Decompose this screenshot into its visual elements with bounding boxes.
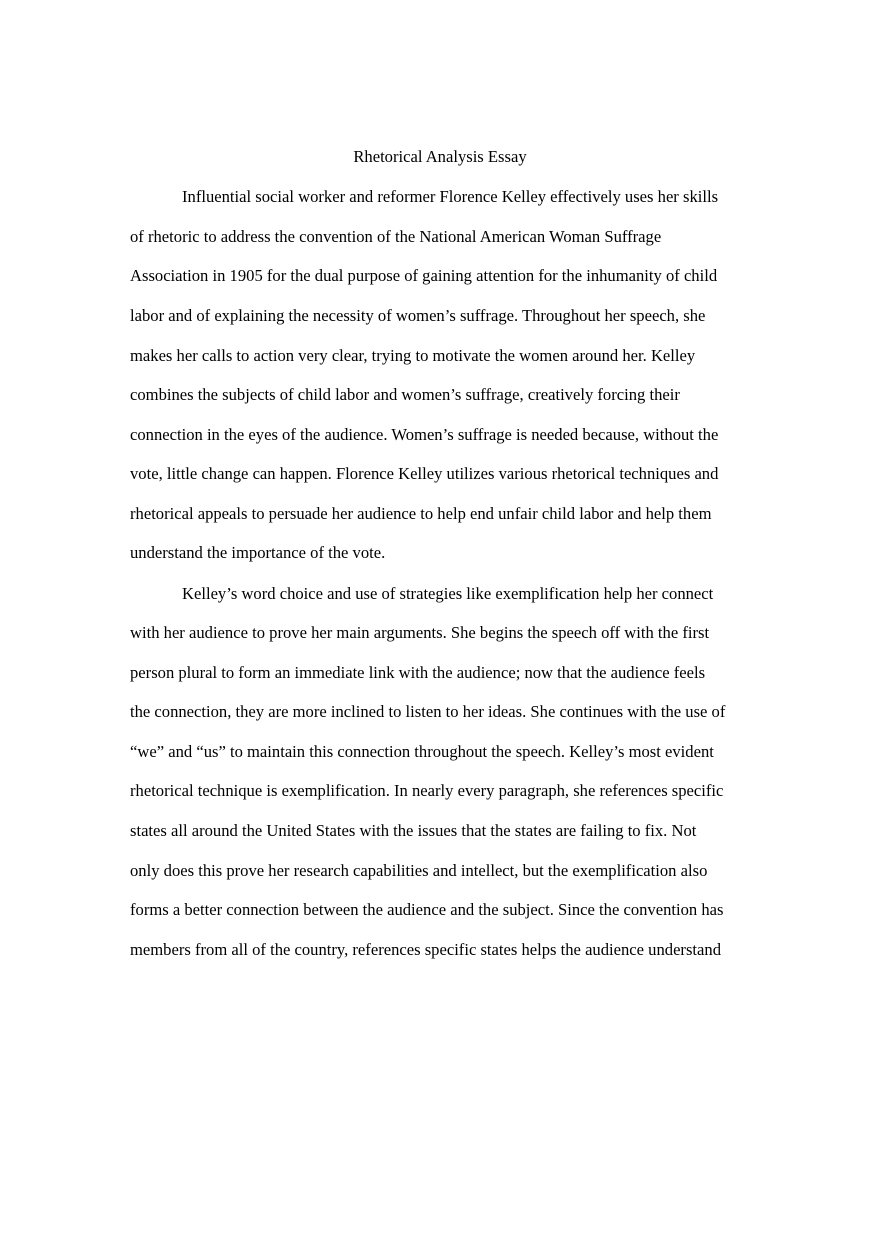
paragraph-line: understand the importance of the vote. [130,543,386,562]
paragraph-line: “we” and “us” to maintain this connection throughout the speech. Kelley’s most evident [130,742,714,761]
paragraph-line: the connection, they are more inclined to listen to her ideas. She continues with the use of [130,702,726,721]
paragraph-line: makes her calls to action very clear, trying to motivate the women around her. Kelley [130,346,696,365]
paragraph-line: combines the subjects of child labor and women’s suffrage, creatively forcing their [130,385,680,404]
paragraph-line: members from all of the country, references specific states helps the audience understand [130,940,721,959]
paragraph-line: rhetorical technique is exemplification. In nearly every paragraph, she references specific [130,781,724,800]
paragraph-line: Association in 1905 for the dual purpose of gaining attention for the inhumanity of child [130,266,718,285]
paragraph-line: of rhetoric to address the convention of the National American Woman Suffrage [130,227,662,246]
paragraph-line: states all around the United States with the issues that the states are failing to fix. Not [130,821,697,840]
paragraph-line: person plural to form an immediate link with the audience; now that the audience feels [130,663,706,682]
page-title: Rhetorical Analysis Essay [353,147,527,166]
paragraph-line: vote, little change can happen. Florence Kelley utilizes various rhetorical techniques and [130,464,719,483]
paragraph-line: with her audience to prove her main arguments. She begins the speech off with the first [130,623,710,642]
paragraph-line: labor and of explaining the necessity of women’s suffrage. Throughout her speech, she [130,306,706,325]
paragraph-line: Kelley’s word choice and use of strategies like exemplification help her connect [182,584,714,603]
paragraph-line: rhetorical appeals to persuade her audience to help end unfair child labor and help them [130,504,712,523]
paragraph-line: only does this prove her research capabilities and intellect, but the exemplification also [130,861,708,880]
paragraph-line: Influential social worker and reformer Florence Kelley effectively uses her skills [182,187,719,206]
paragraph-line: connection in the eyes of the audience. Women’s suffrage is needed because, without the [130,425,719,444]
paragraph-line: forms a better connection between the audience and the subject. Since the convention has [130,900,724,919]
